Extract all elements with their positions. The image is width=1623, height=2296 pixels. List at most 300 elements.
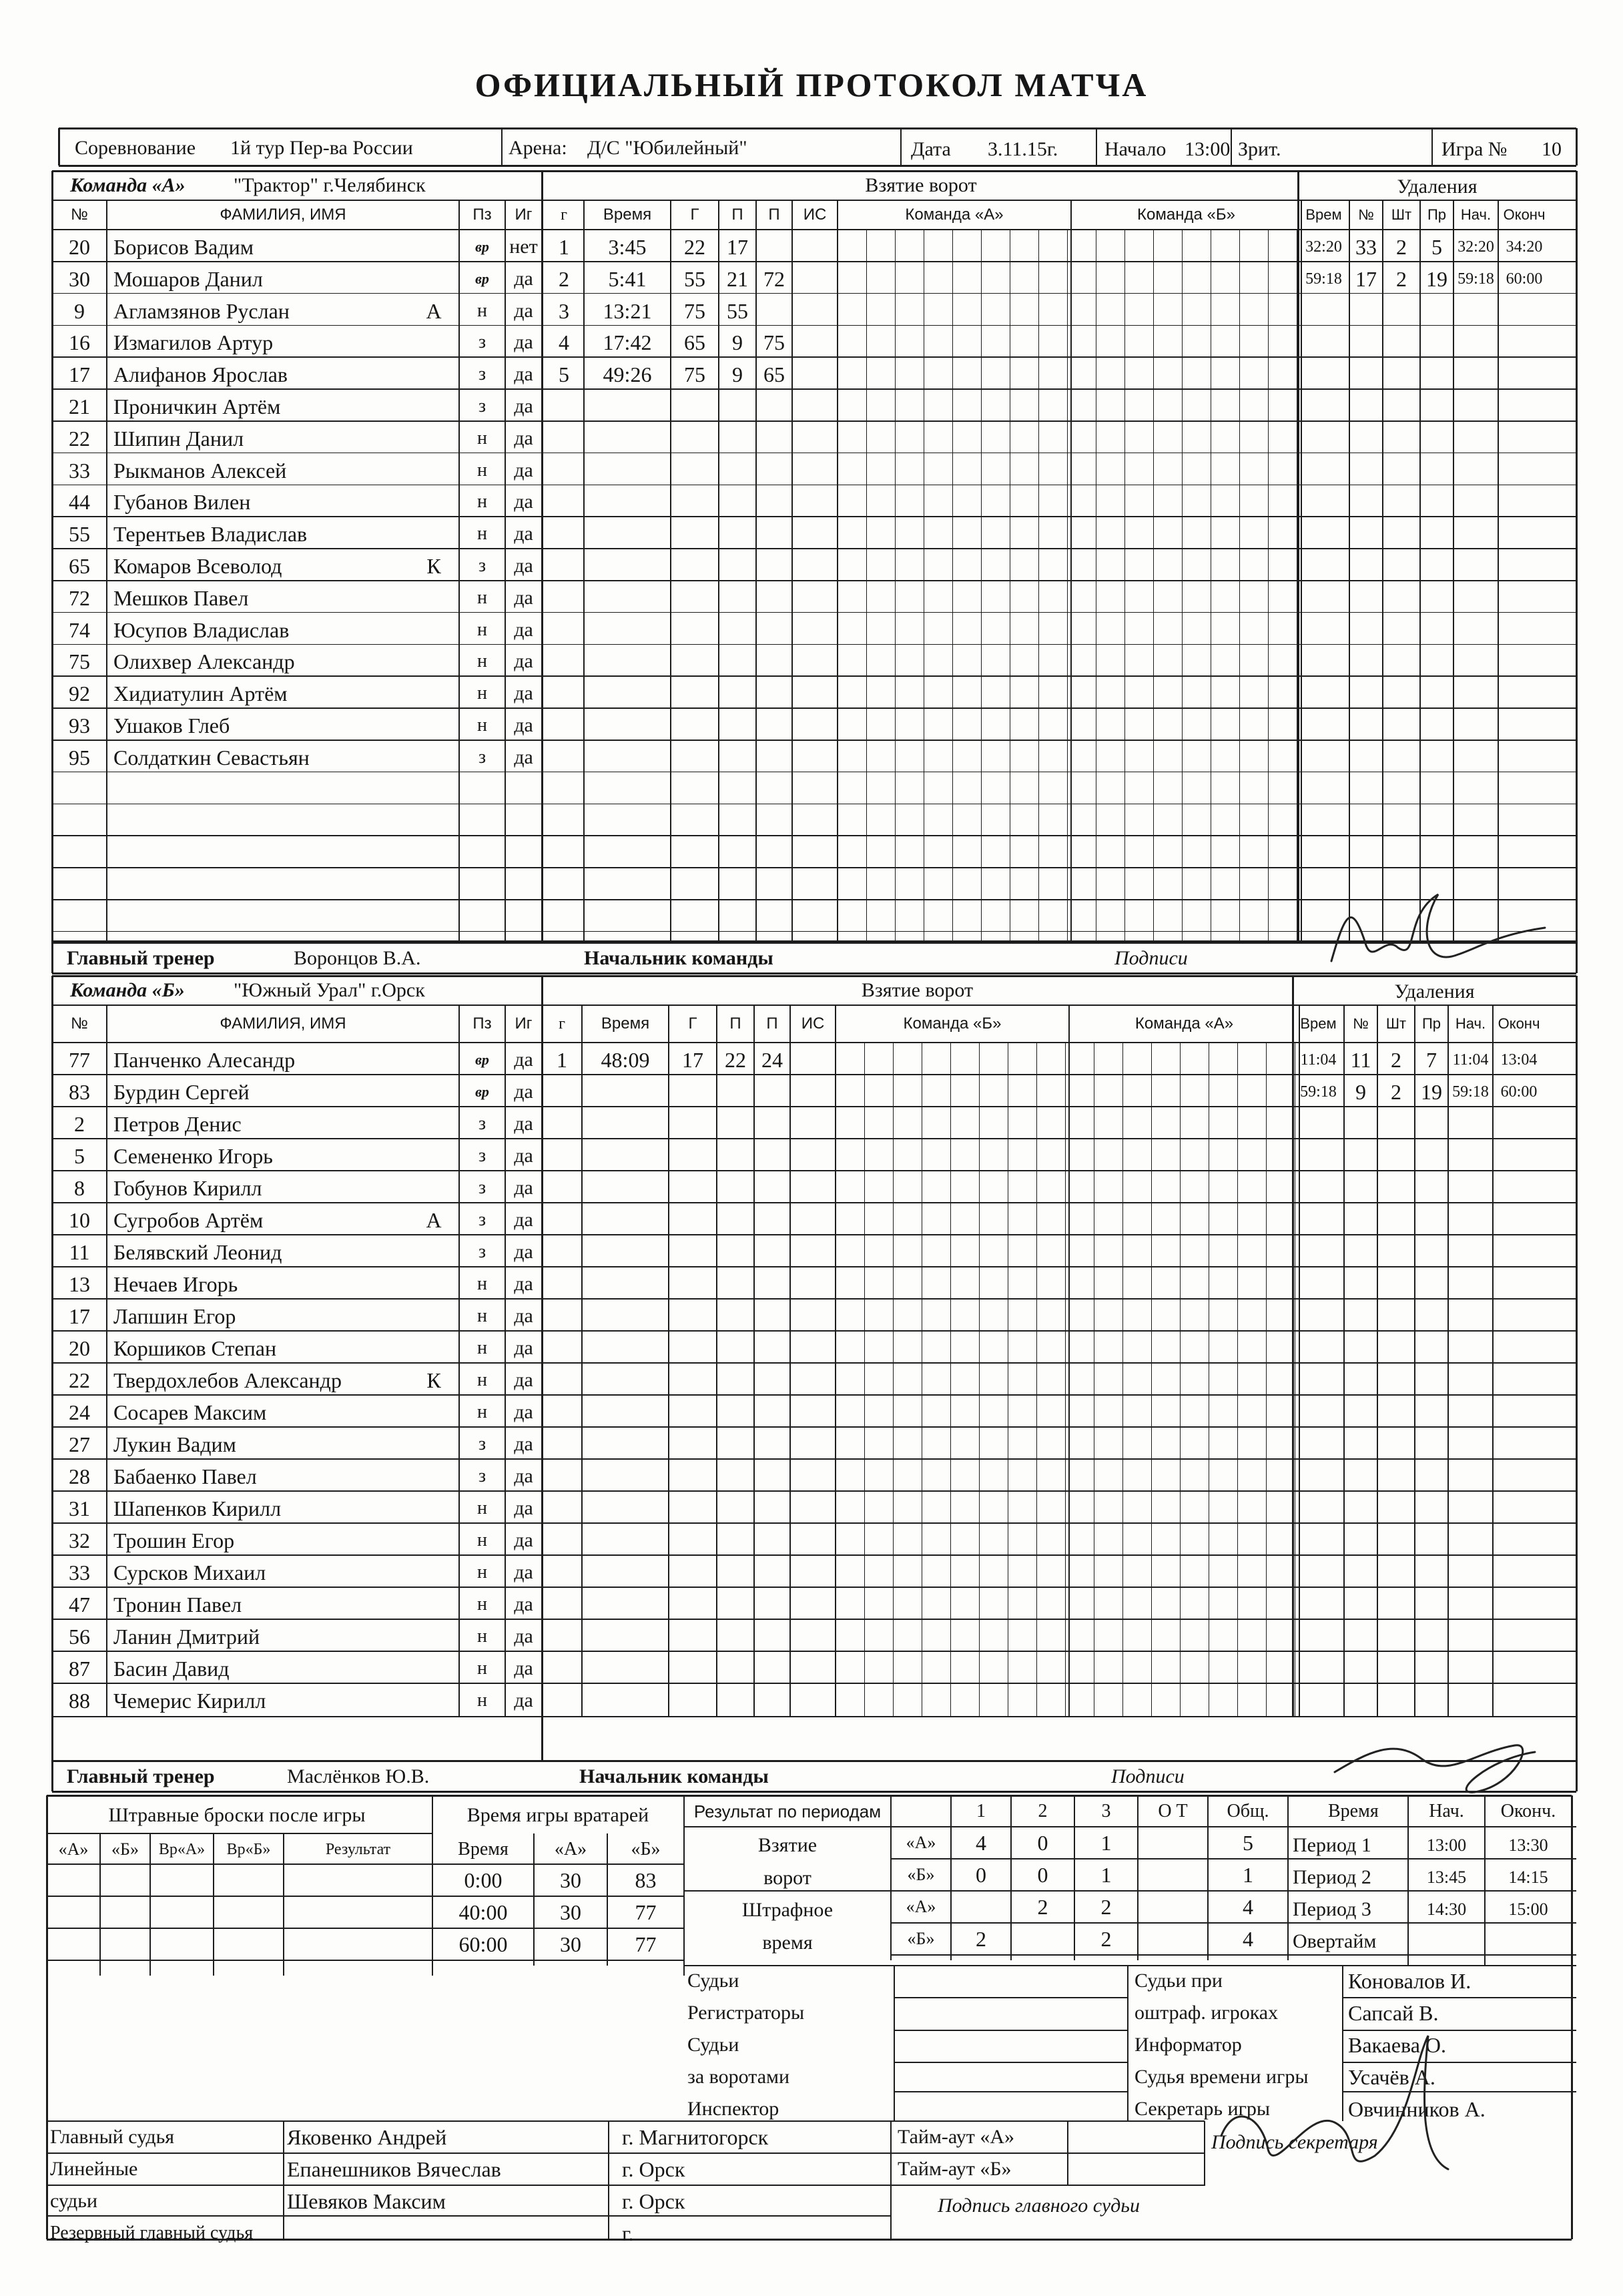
summary-frame xyxy=(47,2239,1572,2241)
col-pen-min: Шт xyxy=(1385,1015,1407,1032)
team_b-goal-col xyxy=(1068,1005,1070,1717)
player-number: 75 xyxy=(69,649,90,674)
period-results-title: Результат по периодам xyxy=(693,1801,882,1821)
team_b-coach-label: Главный тренер xyxy=(67,1765,215,1787)
team_a-pen-col xyxy=(1453,200,1454,941)
player-number: 92 xyxy=(69,681,90,706)
player-number: 77 xyxy=(69,1048,90,1072)
referees-row xyxy=(47,2185,891,2186)
team_a-coach-name: Воронцов В.А. xyxy=(294,947,421,969)
team_b-grid-line xyxy=(979,1043,980,1717)
penalty-code: 5 xyxy=(1431,234,1442,259)
referees-col xyxy=(890,2121,892,2239)
keeper-col-2: «Б» xyxy=(631,1839,661,1859)
player-number: 13 xyxy=(69,1272,90,1296)
goal-assist1: 9 xyxy=(732,330,743,355)
referee-name: Епанешников Вячеслав xyxy=(287,2157,501,2181)
col-no: № xyxy=(71,1015,88,1033)
player-name: Панченко Алесандр xyxy=(113,1048,296,1072)
team_a-grid-line xyxy=(1038,230,1039,941)
header-box xyxy=(1576,128,1578,166)
player-played: да xyxy=(514,1529,533,1551)
period-value: 1 xyxy=(1100,1863,1112,1887)
player-played: да xyxy=(514,1593,533,1615)
period-value: 0 xyxy=(1037,1831,1048,1855)
goal-assist1: 17 xyxy=(727,234,748,259)
player-number: 16 xyxy=(69,330,90,355)
timeout-row xyxy=(891,2152,1205,2154)
player-position: з xyxy=(478,395,486,416)
penalty-end: 13:04 xyxy=(1500,1051,1538,1069)
team_b-name: "Южный Урал" г.Орск xyxy=(234,979,425,1001)
player-number: 21 xyxy=(69,394,90,418)
team_b-goal-col xyxy=(835,1005,836,1717)
team_a-band xyxy=(52,200,1576,201)
team_b-row-line xyxy=(52,1298,1576,1300)
team_a-grid-line xyxy=(1153,230,1154,941)
period-start: 13:45 xyxy=(1426,1868,1467,1887)
goal-assist2: 75 xyxy=(763,330,785,355)
penalty-code: 7 xyxy=(1426,1048,1437,1072)
col-pen-start: Нач. xyxy=(1460,206,1492,223)
player-number: 31 xyxy=(69,1496,90,1520)
goal-number: 5 xyxy=(559,362,569,387)
game-number-label: Игра № xyxy=(1441,138,1508,160)
official-label: Инспектор xyxy=(687,2098,779,2120)
player-number: 5 xyxy=(74,1144,85,1168)
penalty-min: 2 xyxy=(1396,234,1407,259)
player-number: 2 xyxy=(74,1112,85,1136)
col-name: ФАМИЛИЯ, ИМЯ xyxy=(220,206,346,224)
team_a-row-line xyxy=(52,325,1576,326)
period-start: 13:00 xyxy=(1426,1835,1467,1855)
shootout-title: Штравные броски после игры xyxy=(108,1804,366,1826)
team_b-pen-col xyxy=(1492,1005,1494,1717)
team_a-manager-label: Начальник команды xyxy=(584,947,773,969)
team_a-row-line xyxy=(52,516,1576,517)
team_b-grid-line xyxy=(1180,1043,1181,1717)
period-label: Овертайм xyxy=(1293,1930,1377,1952)
team_b-grid-line xyxy=(1151,1043,1152,1717)
referee-city: г. Орск xyxy=(622,2157,685,2181)
referee-name: Шевяков Максим xyxy=(287,2189,446,2213)
team_b-row-line xyxy=(52,1651,1576,1652)
player-played: да xyxy=(514,1113,533,1135)
referees-row xyxy=(47,2215,891,2217)
player-number: 33 xyxy=(69,1560,90,1585)
col-goal-time: Время xyxy=(603,206,652,224)
penalty-no: 11 xyxy=(1350,1048,1371,1072)
timeout-row xyxy=(891,2185,1205,2186)
header-divider xyxy=(900,128,902,166)
goal-time: 17:42 xyxy=(603,330,652,355)
penalty-no: 17 xyxy=(1355,266,1377,291)
goal-number: 1 xyxy=(557,1048,567,1072)
team_b-row-line xyxy=(52,1490,1576,1492)
goal-scorer: 55 xyxy=(684,266,705,291)
player-position: н xyxy=(477,683,487,704)
player-name: Хидиатулин Артём xyxy=(113,681,288,706)
player-played: да xyxy=(514,554,533,577)
goal-number: 2 xyxy=(559,266,569,291)
player-number: 32 xyxy=(69,1528,90,1552)
team_a-grid-line xyxy=(1182,230,1183,941)
team_a-row-line xyxy=(52,420,1576,422)
player-position: вр xyxy=(475,1083,489,1100)
shootout-col-4: Результат xyxy=(325,1841,391,1858)
player-name: Измагилов Артур xyxy=(113,330,274,355)
header-box xyxy=(59,127,1576,129)
player-played: да xyxy=(514,618,533,641)
player-number: 22 xyxy=(69,426,90,451)
keeper-b: 83 xyxy=(635,1868,657,1892)
header-box xyxy=(58,128,60,166)
player-played: да xyxy=(514,331,533,354)
team_b-row-line xyxy=(52,1587,1576,1588)
period-value: 0 xyxy=(976,1863,986,1887)
player-played: да xyxy=(514,1433,533,1455)
header-divider xyxy=(1231,128,1232,166)
player-name: Тронин Павел xyxy=(113,1593,242,1617)
col-pen-time-a: Врем xyxy=(1305,206,1342,223)
period-row xyxy=(891,1922,1288,1924)
team_b-row-line xyxy=(52,1522,1576,1524)
goal-time: 48:09 xyxy=(601,1048,650,1072)
col-scorer: Г xyxy=(690,206,699,224)
team_a-row-line xyxy=(52,453,1576,454)
period-value: 4 xyxy=(1243,1927,1253,1951)
period-row xyxy=(684,1826,1576,1827)
timeout-right xyxy=(1204,2121,1205,2186)
summary-row xyxy=(47,1863,684,1865)
keeper-row xyxy=(432,1960,684,1961)
period-label: Период 1 xyxy=(1293,1834,1371,1856)
period-row xyxy=(891,1954,1288,1956)
team_b-grid-line xyxy=(1036,1043,1037,1717)
team_a-row-line xyxy=(52,835,1576,836)
player-name: Сурсков Михаил xyxy=(113,1560,266,1585)
player-position: з xyxy=(478,1113,486,1134)
keeper-row xyxy=(432,1928,684,1929)
times-row xyxy=(1288,1954,1576,1956)
period-value: 4 xyxy=(976,1831,986,1855)
team_a-grid-line xyxy=(1124,230,1125,941)
col-pen-min: Шт xyxy=(1391,206,1412,223)
team_b-row-line xyxy=(52,1042,1576,1043)
official-role: оштраф. игроках xyxy=(1134,2002,1279,2024)
player-number: 22 xyxy=(69,1368,90,1392)
team_a-goals-title: Взятие ворот xyxy=(865,174,977,196)
keeper-time: 0:00 xyxy=(464,1868,503,1892)
player-position: н xyxy=(477,714,487,736)
goals-label: Взятие xyxy=(757,1834,818,1856)
officials-line xyxy=(894,2062,1128,2063)
player-position: н xyxy=(477,491,487,513)
team_b-grid-line xyxy=(1065,1043,1066,1717)
col-pos: Пз xyxy=(472,206,492,224)
col-name: ФАМИЛИЯ, ИМЯ xyxy=(220,1015,346,1033)
player-name: Борисов Вадим xyxy=(113,234,254,259)
player-played: да xyxy=(514,1625,533,1647)
player-number: 87 xyxy=(69,1657,90,1681)
player-played: да xyxy=(514,586,533,609)
team_b-row-line xyxy=(52,1330,1576,1332)
goal-assist1: 22 xyxy=(725,1048,746,1072)
player-played: да xyxy=(514,650,533,673)
period-value: 1 xyxy=(1243,1863,1253,1887)
player-position: н xyxy=(477,1498,487,1518)
team_b-signatures-label: Подписи xyxy=(1111,1765,1185,1787)
referees-row xyxy=(47,2152,891,2154)
team_a-row-line xyxy=(52,388,1576,390)
penalty-end: 60:00 xyxy=(1500,1083,1538,1101)
col-keepers-opp: Команда «Б» xyxy=(1137,206,1235,224)
player-position: н xyxy=(477,1338,487,1358)
period-end: 14:15 xyxy=(1508,1868,1548,1887)
player-played: да xyxy=(514,1561,533,1583)
team_b-goals-title: Взятие ворот xyxy=(861,979,974,1001)
team_a-row-line xyxy=(52,229,1576,230)
times-col-0: Время xyxy=(1328,1801,1379,1821)
player-name: Терентьев Владислав xyxy=(113,522,308,547)
player-position: з xyxy=(478,746,486,768)
keeper-row xyxy=(432,1896,684,1897)
player-position: з xyxy=(478,332,486,353)
player-position: н xyxy=(477,1690,487,1711)
official-name: Усачёв А. xyxy=(1348,2065,1435,2089)
player-name: Мошаров Данил xyxy=(113,266,263,291)
goal-scorer: 22 xyxy=(684,234,705,259)
header-divider xyxy=(501,128,503,166)
summary-row xyxy=(47,1833,432,1834)
player-name: Проничкин Артём xyxy=(113,394,281,418)
team_b-row-line xyxy=(52,1394,1576,1396)
team_b-row-line xyxy=(52,1266,1576,1267)
player-number: 72 xyxy=(69,585,90,610)
team_a-name: "Трактор" г.Челябинск xyxy=(234,174,426,196)
player-number: 17 xyxy=(69,1304,90,1328)
team_b-row-line xyxy=(52,1170,1576,1171)
col-pen-code: Пр xyxy=(1421,1015,1441,1032)
team_b-coach-name: Маслёнков Ю.В. xyxy=(287,1765,430,1787)
col-goal-no: г xyxy=(559,1015,565,1033)
referee-label: Линейные xyxy=(50,2158,138,2180)
team_b-grid-line xyxy=(1237,1043,1238,1717)
player-played: да xyxy=(514,1657,533,1679)
team_a-row-line xyxy=(52,867,1576,868)
goal-scorer: 65 xyxy=(684,330,705,355)
team_b-row-line xyxy=(52,1234,1576,1235)
player-played: да xyxy=(514,394,533,417)
goal-time: 13:21 xyxy=(603,298,652,323)
referee-city: г. Орск xyxy=(622,2189,685,2213)
player-played: да xyxy=(514,1337,533,1359)
player-name: Рыкманов Алексей xyxy=(113,458,287,483)
team_a-row-line xyxy=(52,804,1576,805)
player-number: 83 xyxy=(69,1080,90,1104)
keeper-col-0: Время xyxy=(458,1839,509,1859)
player-position: н xyxy=(477,1306,487,1326)
goal-time: 5:41 xyxy=(608,266,647,291)
team_a-row-line xyxy=(52,740,1576,741)
penalty-no: 33 xyxy=(1355,234,1377,259)
arena-label: Арена: xyxy=(509,137,567,159)
player-position: н xyxy=(477,1562,487,1583)
player-position: з xyxy=(478,1209,486,1230)
player-number: 74 xyxy=(69,617,90,642)
period-row xyxy=(891,1858,1288,1859)
player-position: вр xyxy=(475,238,489,255)
period-team: «А» xyxy=(906,1833,936,1852)
start-label: Начало xyxy=(1104,138,1167,160)
referee-city: г. xyxy=(622,2221,634,2245)
period-team: «А» xyxy=(906,1897,936,1916)
officials-line xyxy=(894,2091,1128,2092)
player-number: 17 xyxy=(69,362,90,387)
col-pos: Пз xyxy=(472,1015,492,1033)
player-played: да xyxy=(514,1689,533,1711)
player-position: н xyxy=(477,1658,487,1679)
officials-line xyxy=(894,1997,1128,1998)
player-position: вр xyxy=(475,270,489,287)
date-label: Дата xyxy=(911,138,951,160)
player-name: Шапенков Кирилл xyxy=(113,1496,282,1520)
goals-label: ворот xyxy=(763,1867,812,1889)
team_a-penalties-title: Удаления xyxy=(1397,176,1478,198)
player-position: н xyxy=(477,1273,487,1294)
goal-assist1: 55 xyxy=(727,298,748,323)
player-name: Петров Денис xyxy=(113,1112,242,1136)
penalty-min: 2 xyxy=(1396,266,1407,291)
team_a-row-line xyxy=(52,580,1576,581)
team_b-row-line xyxy=(52,1554,1576,1556)
period-col-0: 1 xyxy=(976,1801,986,1821)
player-position: з xyxy=(478,555,486,576)
goal-assist2: 24 xyxy=(761,1048,783,1072)
competition-value: 1й тур Пер-ва России xyxy=(230,137,413,159)
period-label: Период 2 xyxy=(1293,1866,1371,1888)
times-row xyxy=(1288,1890,1576,1892)
penalty-no: 9 xyxy=(1355,1080,1366,1104)
header-box xyxy=(59,165,1576,167)
player-played: да xyxy=(514,523,533,545)
player-played: да xyxy=(514,1401,533,1423)
referees-col xyxy=(608,2121,609,2239)
shootout-col-0: «А» xyxy=(58,1839,89,1859)
period-value: 2 xyxy=(1037,1895,1048,1919)
period-value: 2 xyxy=(1100,1895,1112,1919)
player-played: нет xyxy=(509,235,538,258)
player-name: Твердохлебов Александр xyxy=(113,1368,342,1392)
player-name: Солдаткин Севастьян xyxy=(113,745,310,770)
player-position: з xyxy=(478,1466,486,1486)
player-number: 10 xyxy=(69,1208,90,1232)
coach-b-signature xyxy=(1315,1712,1555,1805)
team_a-pen-col xyxy=(1498,200,1499,941)
times-col-2: Оконч. xyxy=(1500,1801,1556,1821)
team_a-row-line xyxy=(52,772,1576,773)
period-end: 13:30 xyxy=(1508,1835,1548,1855)
referee-name: Яковенко Андрей xyxy=(287,2125,447,2149)
goal-scorer: 75 xyxy=(684,362,705,387)
player-position: н xyxy=(477,1626,487,1647)
player-role: К xyxy=(426,553,441,578)
col-pen-start: Нач. xyxy=(1455,1015,1486,1032)
team_a-pen-col xyxy=(1419,200,1421,941)
team_b-row-line xyxy=(52,1458,1576,1460)
penalty-time: 59:18 xyxy=(1300,1083,1337,1101)
team_b-pen-col xyxy=(1377,1005,1378,1717)
player-name: Басин Давид xyxy=(113,1657,230,1681)
times-row xyxy=(1288,1922,1576,1924)
col-pen-end: Оконч xyxy=(1503,206,1546,223)
goal-scorer: 75 xyxy=(684,298,705,323)
player-role: К xyxy=(426,1368,441,1392)
player-name: Сугробов Артём xyxy=(113,1208,264,1232)
player-number: 33 xyxy=(69,458,90,483)
col-play: Иг xyxy=(515,206,533,224)
player-name: Лапшин Егор xyxy=(113,1304,236,1328)
player-position: н xyxy=(477,300,487,321)
player-role: А xyxy=(426,298,442,323)
start-value: 13:00 xyxy=(1185,138,1231,160)
player-played: да xyxy=(514,682,533,705)
penalty-start: 32:20 xyxy=(1457,238,1494,256)
player-number: 56 xyxy=(69,1625,90,1649)
col-assist1: П xyxy=(729,1015,741,1033)
player-number: 93 xyxy=(69,713,90,738)
player-played: да xyxy=(514,1081,533,1103)
goal-number: 4 xyxy=(559,330,569,355)
period-end: 15:00 xyxy=(1508,1900,1548,1919)
penalty-end: 60:00 xyxy=(1506,270,1543,288)
official-label: за воротами xyxy=(687,2066,790,2088)
official-name: Коновалов И. xyxy=(1348,1969,1472,1993)
keeper-col-1: «А» xyxy=(554,1839,587,1859)
team_a-goal-col xyxy=(1070,200,1072,941)
col-no: № xyxy=(71,206,88,224)
player-name: Коршиков Степан xyxy=(113,1336,277,1360)
period-value: 2 xyxy=(976,1927,986,1951)
player-name: Трошин Егор xyxy=(113,1528,235,1552)
penalty-start: 59:18 xyxy=(1452,1083,1489,1101)
player-name: Губанов Вилен xyxy=(113,490,251,515)
shootout-row xyxy=(47,1960,432,1961)
player-played: да xyxy=(514,1049,533,1071)
official-name: Овчинников А. xyxy=(1348,2097,1486,2121)
goal-assist2: 72 xyxy=(763,266,785,291)
period-team: «Б» xyxy=(907,1929,935,1948)
penalty-start: 59:18 xyxy=(1457,270,1494,288)
team_a-pen-col xyxy=(1382,200,1383,941)
team_b-grid-line xyxy=(1122,1043,1123,1717)
player-number: 65 xyxy=(69,553,90,578)
player-played: да xyxy=(514,1177,533,1199)
player-position: н xyxy=(477,427,487,449)
player-played: да xyxy=(514,459,533,481)
player-name: Алифанов Ярослав xyxy=(113,362,288,387)
player-name: Лукин Вадим xyxy=(113,1432,236,1456)
summary-frame xyxy=(46,1795,48,2239)
col-pen-no: № xyxy=(1353,1015,1369,1032)
player-played: да xyxy=(514,1497,533,1519)
player-played: да xyxy=(514,363,533,386)
player-position: н xyxy=(477,1530,487,1550)
competition-label: Соревнование xyxy=(75,137,196,159)
col-situation: ИС xyxy=(803,206,827,224)
player-name: Белявский Леонид xyxy=(113,1240,282,1264)
player-name: Шипин Данил xyxy=(113,426,244,451)
